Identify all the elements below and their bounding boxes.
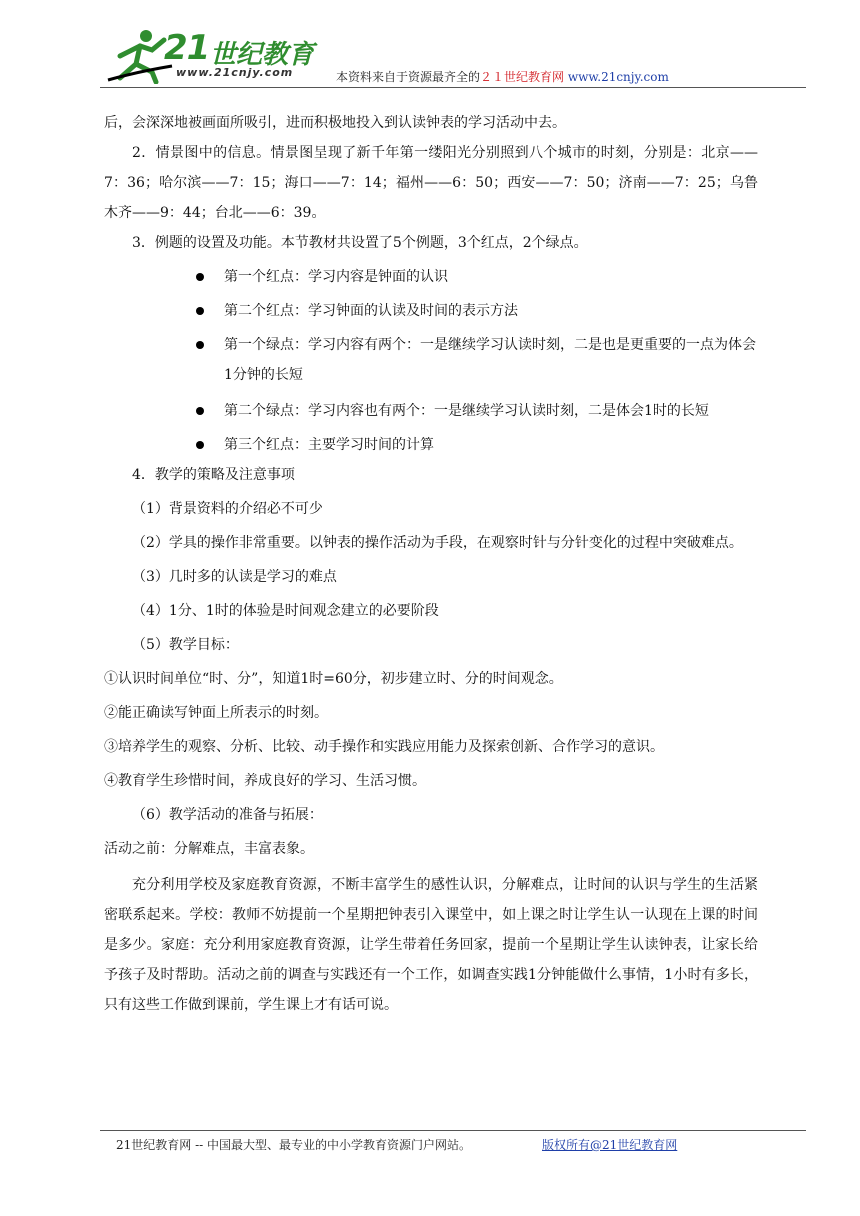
document-body: [104, 108, 758, 1020]
goal-1: ①认识时间单位“时、分”，知道1时=60分，初步建立时、分的时间观念。: [104, 671, 563, 687]
bullet-dot-icon: [196, 407, 204, 415]
subsection-2: （2）学具的操作非常重要。以钟表的操作活动为手段，在观察时针与分针变化的过程中突破难点。: [132, 535, 743, 551]
bullet-dot-icon: [196, 307, 204, 315]
bullet-text: 第三个红点：主要学习时间的计算: [224, 437, 434, 453]
bullet-text: 第二个红点：学习钟面的认读及时间的表示方法: [224, 303, 518, 319]
goal-4: ④教育学生珍惜时间，养成良好的学习、生活习惯。: [104, 773, 426, 789]
bullet-text: 第一个绿点：学习内容有两个：一是继续学习认读时刻，二是也是更重要的一点为体会1分钟的长短: [224, 337, 756, 383]
site-logo[interactable]: [106, 22, 336, 88]
copyright-link[interactable]: 版权所有@21世纪教育网: [542, 1138, 678, 1152]
footer-text: 21世纪教育网 -- 中国最大型、最专业的中小学教育资源门户网站。: [116, 1138, 472, 1152]
header-source-line: [336, 68, 669, 85]
header-divider: [100, 87, 806, 88]
bullet-text: 第一个红点：学习内容是钟面的认识: [224, 269, 448, 285]
paragraph-continuation: 后，会深深地被画面所吸引，进而积极地投入到认读钟表的学习活动中去。: [104, 115, 566, 131]
logo-text: 世纪教育: [210, 40, 315, 70]
bullet-item: [104, 330, 758, 390]
subsection-4: （4）1分、1时的体验是时间观念建立的必要阶段: [132, 603, 439, 619]
subsection-5: （5）教学目标：: [132, 637, 239, 653]
subsection-1: （1）背景资料的介绍必不可少: [132, 501, 323, 517]
bullet-dot-icon: [196, 441, 204, 449]
header-source-url[interactable]: www.21cnjy.com: [567, 70, 669, 84]
page-header: [100, 22, 806, 88]
bullet-dot-icon: [196, 341, 204, 349]
subsection-3: （3）几时多的认读是学习的难点: [132, 569, 337, 585]
header-source-prefix: 本资料来自于资源最齐全的: [336, 70, 481, 84]
footer-divider: [100, 1130, 806, 1131]
paragraph-examples: 3．例题的设置及功能。本节教材共设置了5个例题，3个红点，2个绿点。: [132, 235, 588, 251]
bullet-item: [104, 296, 758, 326]
bullet-item: [104, 396, 758, 426]
paragraph-resources: 充分利用学校及家庭教育资源，不断丰富学生的感性认识，分解难点，让时间的认识与学生的生活紧密联系起来。学校：教师不妨提前一个星期把钟表引入课堂中，如上课之时让学生认一认现在上课的时间是多少。家庭：充分利用家庭教育资源，让学生带着任务回家，提前一个星期让学生认读钟表，让家长给予孩子及时帮助。活动之前的调查与实践还有一个工作，如调查实践1分钟能做什么事情，1小时有多长，只有这些工作做到课前，学生课上才有话可说。: [104, 877, 758, 1013]
before-activity: 活动之前：分解难点，丰富表象。: [104, 841, 314, 857]
logo-21-text: 21: [164, 28, 210, 68]
logo-url: www.21cnjy.com: [176, 66, 294, 79]
subsection-6: （6）教学活动的准备与拓展：: [132, 807, 323, 823]
section-heading-strategy: 4．教学的策略及注意事项: [132, 467, 295, 483]
goal-2: ②能正确读写钟面上所表示的时刻。: [104, 705, 328, 721]
header-source-site[interactable]: ２１世纪教育网: [480, 70, 565, 84]
bullet-text: 第二个绿点：学习内容也有两个：一是继续学习认读时刻，二是体会1时的长短: [224, 403, 709, 419]
bullet-dot-icon: [196, 273, 204, 281]
bullet-item: [104, 262, 758, 292]
goal-3: ③培养学生的观察、分析、比较、动手操作和实践应用能力及探索创新、合作学习的意识。: [104, 739, 664, 755]
bullet-item: [104, 430, 758, 460]
page-footer: [100, 1130, 806, 1152]
paragraph-scene-info: 2．情景图中的信息。情景图呈现了新千年第一缕阳光分别照到八个城市的时刻，分别是：北京——7：36；哈尔滨——7：15；海口——7：14；福州——6：50；西安——7：50；济南——7：25；乌鲁木齐——9：44；台北——6：39。: [104, 145, 758, 221]
